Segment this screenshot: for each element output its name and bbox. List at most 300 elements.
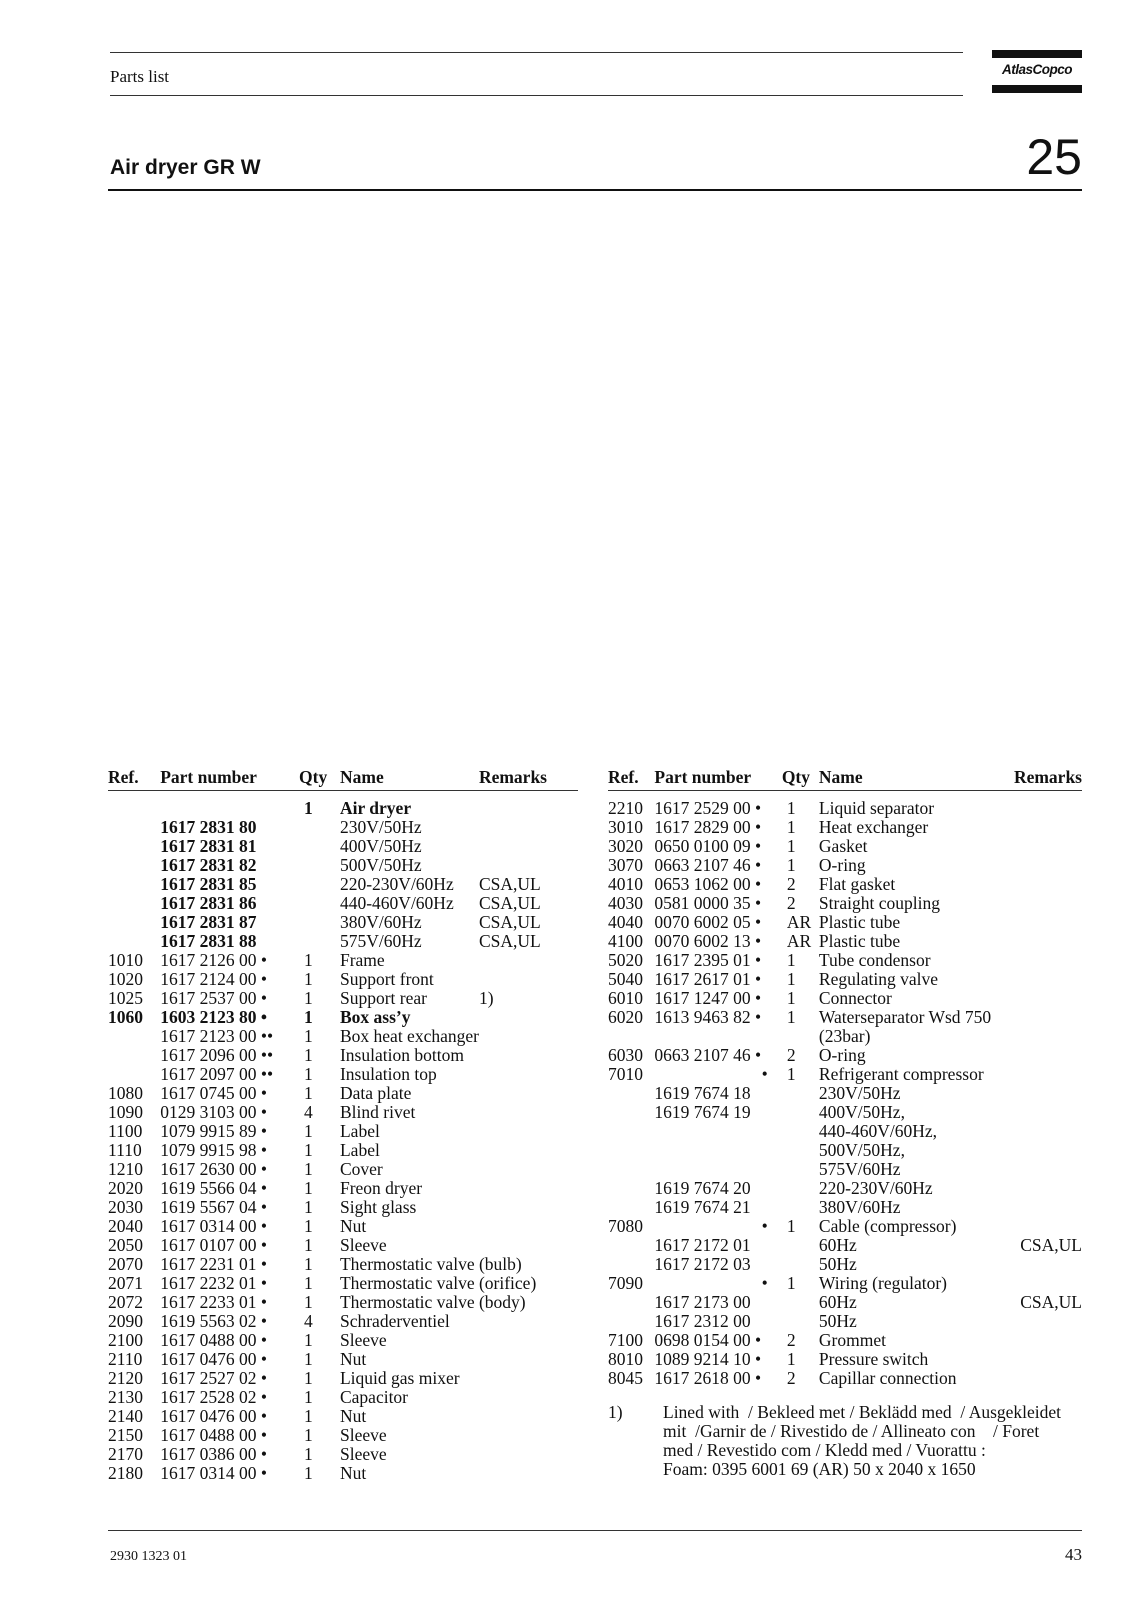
part-number-cell: 1617 2096 00 •• bbox=[160, 1045, 274, 1065]
footnote-line: Lined with / Bekleed met / Beklädd med / Ausgekleidet bbox=[663, 1402, 1062, 1422]
table-row bbox=[608, 1065, 1082, 1084]
part-number-cell: 1619 5567 04 • bbox=[160, 1197, 267, 1217]
remarks-cell bbox=[991, 875, 1082, 894]
part-number-cell: 1617 2537 00 • bbox=[160, 988, 267, 1008]
table-row bbox=[108, 1236, 578, 1255]
part-number-cell: 1617 2312 00 bbox=[654, 1311, 751, 1331]
remarks-cell bbox=[991, 1331, 1082, 1350]
name-cell: Sleeve bbox=[339, 1330, 387, 1350]
part-number-cell: 1617 0314 00 • bbox=[160, 1463, 267, 1483]
remarks-cell bbox=[991, 1141, 1082, 1160]
remarks-cell: CSA,UL bbox=[1020, 1292, 1082, 1312]
part-number-cell: 1619 5563 02 • bbox=[160, 1311, 267, 1331]
remarks-cell bbox=[479, 1141, 578, 1160]
qty-cell bbox=[782, 1084, 819, 1103]
ref-cell: 2050 bbox=[108, 1235, 143, 1255]
remarks-cell bbox=[991, 1008, 1082, 1027]
name-cell: 575V/60Hz bbox=[818, 1159, 901, 1179]
remarks-cell bbox=[479, 1084, 578, 1103]
remarks-cell bbox=[991, 1274, 1082, 1293]
part-number-cell: 1617 2831 81 bbox=[160, 836, 257, 856]
remarks-cell bbox=[479, 1179, 578, 1198]
table-row bbox=[608, 1312, 1082, 1331]
remarks-cell bbox=[991, 1312, 1082, 1331]
ref-cell: 1025 bbox=[108, 988, 143, 1008]
qty-cell: 1 bbox=[304, 1083, 313, 1103]
table-row bbox=[108, 932, 578, 951]
col-ref-header: Ref. bbox=[108, 767, 139, 787]
name-cell: Freon dryer bbox=[339, 1178, 423, 1198]
name-cell: 380V/60Hz bbox=[818, 1197, 901, 1217]
qty-cell: 1 bbox=[304, 1235, 313, 1255]
name-cell: Air dryer bbox=[339, 798, 412, 818]
ref-cell: 7090 bbox=[608, 1273, 643, 1293]
part-number-cell: 1619 7674 21 bbox=[654, 1197, 751, 1217]
ref-cell: 3020 bbox=[608, 836, 643, 856]
qty-cell: 4 bbox=[304, 1311, 313, 1331]
name-cell: Thermostatic valve bbox=[339, 1254, 475, 1274]
table-row bbox=[108, 1217, 578, 1236]
remarks-cell bbox=[479, 1331, 578, 1350]
qty-cell: 1 bbox=[304, 798, 313, 818]
name-cell: 500V/50Hz bbox=[339, 855, 422, 875]
remarks-cell: CSA,UL bbox=[1020, 1235, 1082, 1255]
part-number-cell bbox=[654, 1160, 781, 1179]
ref-cell bbox=[608, 1198, 654, 1217]
remarks-cell bbox=[479, 790, 578, 818]
col-qty-header: Qty bbox=[781, 767, 811, 787]
remarks-cell bbox=[991, 894, 1082, 913]
ref-cell: 5020 bbox=[608, 950, 643, 970]
part-number-cell: 1617 2097 00 •• bbox=[160, 1064, 274, 1084]
name-cell: Sleeve bbox=[339, 1444, 387, 1464]
name-cell: Wiring (regulator) bbox=[818, 1273, 947, 1293]
name-cell: Straight coupling bbox=[818, 893, 940, 913]
part-number-cell bbox=[160, 790, 299, 818]
remarks-cell bbox=[991, 1046, 1082, 1065]
ref-cell: 2150 bbox=[108, 1425, 143, 1445]
part-number-cell: 1617 0488 00 • bbox=[160, 1330, 267, 1350]
footnote-line: Foam: 0395 6001 69 (AR) 50 x 2040 x 1650 bbox=[663, 1459, 976, 1479]
remarks-cell bbox=[479, 1008, 578, 1027]
qty-cell bbox=[782, 1255, 819, 1274]
remarks-cell: (body) bbox=[478, 1292, 526, 1312]
ref-cell bbox=[108, 818, 160, 837]
remarks-cell bbox=[479, 1027, 578, 1046]
part-number-cell: 1619 7674 18 bbox=[654, 1083, 751, 1103]
name-cell: Cable (compressor) bbox=[818, 1216, 957, 1236]
qty-cell: 1 bbox=[304, 1254, 313, 1274]
part-number-cell: 0653 1062 00 • bbox=[654, 874, 762, 894]
name-cell: 230V/50Hz bbox=[818, 1083, 901, 1103]
qty-cell: 1 bbox=[304, 1216, 313, 1236]
remarks-cell bbox=[479, 1046, 578, 1065]
name-cell: Support rear bbox=[339, 988, 427, 1008]
part-number-cell: 1617 2618 00 • bbox=[654, 1368, 762, 1388]
ref-cell bbox=[608, 1236, 654, 1255]
part-number-cell: 0129 3103 00 • bbox=[160, 1102, 267, 1122]
remarks-cell bbox=[479, 970, 578, 989]
name-cell: 50Hz bbox=[818, 1311, 857, 1331]
remarks-cell bbox=[991, 1122, 1082, 1141]
footnote-mark: 1) bbox=[608, 1402, 623, 1422]
qty-cell: 1 bbox=[786, 1273, 796, 1293]
ref-cell: 1090 bbox=[108, 1102, 143, 1122]
title-rule bbox=[108, 189, 1082, 191]
table-header-rule-right bbox=[608, 790, 1082, 791]
page-number: 43 bbox=[1065, 1545, 1082, 1564]
col-qty-header: Qty bbox=[299, 767, 328, 787]
qty-cell bbox=[782, 1312, 819, 1331]
qty-cell: 1 bbox=[786, 950, 796, 970]
part-number-cell: 1617 2617 01 • bbox=[654, 969, 762, 989]
table-row bbox=[608, 790, 1082, 818]
table-row bbox=[108, 913, 578, 932]
part-number-cell: 1617 2124 00 • bbox=[160, 969, 267, 989]
remarks-cell bbox=[991, 837, 1082, 856]
qty-cell: 1 bbox=[304, 1197, 313, 1217]
remarks-cell bbox=[479, 837, 578, 856]
part-number-cell: 0663 2107 46 • bbox=[654, 1045, 762, 1065]
col-remarks-header: Remarks bbox=[1013, 767, 1082, 787]
name-cell: Box heat exchanger bbox=[339, 1026, 479, 1046]
table-row bbox=[108, 1369, 578, 1388]
table-row bbox=[108, 1426, 578, 1445]
ref-cell: 2020 bbox=[108, 1178, 143, 1198]
table-row bbox=[608, 1160, 1082, 1179]
table-row bbox=[108, 1293, 578, 1312]
part-number-cell: 0070 6002 05 • bbox=[654, 912, 762, 932]
part-number-cell: 1617 2527 02 • bbox=[160, 1368, 267, 1388]
part-number-cell: 1079 9915 89 • bbox=[160, 1121, 267, 1141]
ref-cell: 2170 bbox=[108, 1444, 143, 1464]
ref-cell bbox=[608, 1122, 654, 1141]
name-cell: Nut bbox=[339, 1406, 367, 1426]
table-header-rule-left bbox=[108, 790, 578, 791]
ref-cell: 7010 bbox=[608, 1064, 643, 1084]
ref-cell bbox=[608, 1084, 654, 1103]
part-number-cell bbox=[654, 1141, 781, 1160]
table-row bbox=[608, 875, 1082, 894]
name-cell: Flat gasket bbox=[818, 874, 896, 894]
qty-cell bbox=[782, 1236, 819, 1255]
qty-cell bbox=[782, 1122, 819, 1141]
qty-cell bbox=[782, 1027, 819, 1046]
qty-cell: 1 bbox=[786, 817, 796, 837]
name-cell: Waterseparator Wsd 750 bbox=[818, 1007, 992, 1027]
parts-table-right bbox=[608, 768, 1082, 1388]
part-number-cell: 0070 6002 13 • bbox=[654, 931, 762, 951]
qty-cell: 1 bbox=[304, 1406, 313, 1426]
table-row bbox=[608, 1046, 1082, 1065]
col-remarks-header: Remarks bbox=[478, 767, 547, 787]
qty-cell: 2 bbox=[786, 893, 796, 913]
remarks-cell: CSA,UL bbox=[478, 893, 541, 913]
remarks-cell bbox=[991, 970, 1082, 989]
col-part-header: Part number bbox=[654, 767, 752, 787]
table-row bbox=[608, 1027, 1082, 1046]
remarks-cell bbox=[991, 856, 1082, 875]
qty-cell: 1 bbox=[786, 1349, 796, 1369]
name-cell: Sleeve bbox=[339, 1235, 387, 1255]
name-cell: (23bar) bbox=[818, 1026, 871, 1046]
part-number-cell: 1617 0476 00 • bbox=[160, 1349, 267, 1369]
ref-cell bbox=[108, 856, 160, 875]
remarks-cell bbox=[479, 818, 578, 837]
ref-cell: 2090 bbox=[108, 1311, 143, 1331]
name-cell: Schraderventiel bbox=[339, 1311, 450, 1331]
qty-cell: 2 bbox=[786, 874, 796, 894]
table-row bbox=[108, 790, 578, 818]
table-row bbox=[108, 1084, 578, 1103]
qty-cell: 1 bbox=[786, 1216, 796, 1236]
remarks-cell bbox=[991, 1255, 1082, 1274]
ref-cell bbox=[108, 913, 160, 932]
name-cell: Liquid gas mixer bbox=[339, 1368, 460, 1388]
name-cell: Data plate bbox=[339, 1083, 412, 1103]
table-row bbox=[108, 1388, 578, 1407]
remarks-cell bbox=[991, 790, 1082, 818]
table-row bbox=[108, 1464, 578, 1483]
ref-cell: 2130 bbox=[108, 1387, 143, 1407]
qty-cell bbox=[782, 1160, 819, 1179]
remarks-cell bbox=[991, 1217, 1082, 1236]
table-row bbox=[608, 1103, 1082, 1122]
remarks-cell bbox=[991, 932, 1082, 951]
qty-cell: 2 bbox=[786, 1330, 796, 1350]
remarks-cell bbox=[479, 1369, 578, 1388]
ref-cell: 6030 bbox=[608, 1045, 643, 1065]
part-number-cell: 1617 0488 00 • bbox=[160, 1425, 267, 1445]
table-row bbox=[108, 1350, 578, 1369]
part-number-cell: 1617 2233 01 • bbox=[160, 1292, 267, 1312]
table-row bbox=[108, 875, 578, 894]
name-cell: Sleeve bbox=[339, 1425, 387, 1445]
table-row bbox=[608, 1369, 1082, 1388]
ref-cell bbox=[108, 875, 160, 894]
qty-cell: 1 bbox=[304, 1064, 313, 1084]
part-number-cell: 1617 2831 88 bbox=[160, 931, 257, 951]
ref-cell: 8010 bbox=[608, 1349, 643, 1369]
qty-cell bbox=[299, 856, 340, 875]
part-number-cell: 1617 2831 82 bbox=[160, 855, 257, 875]
ref-cell bbox=[608, 1293, 654, 1312]
part-number-cell: 1617 2831 87 bbox=[160, 912, 257, 932]
name-cell: Support front bbox=[339, 969, 434, 989]
qty-cell bbox=[782, 1179, 819, 1198]
name-cell: Insulation top bbox=[339, 1064, 437, 1084]
part-number-cell: 1617 2831 86 bbox=[160, 893, 257, 913]
remarks-cell bbox=[479, 1388, 578, 1407]
ref-cell: 4040 bbox=[608, 912, 643, 932]
part-number-cell: 1617 2529 00 • bbox=[654, 798, 762, 818]
ref-cell: 1060 bbox=[108, 1007, 143, 1027]
footnote-line: med / Revestido com / Kledd med / Vuorattu : bbox=[663, 1440, 986, 1460]
ref-cell: 1210 bbox=[108, 1159, 143, 1179]
remarks-cell: CSA,UL bbox=[478, 874, 541, 894]
qty-cell: 1 bbox=[304, 1159, 313, 1179]
ref-cell: 2070 bbox=[108, 1254, 143, 1274]
table-header-row bbox=[108, 768, 578, 790]
ref-cell: 4100 bbox=[608, 931, 643, 951]
table-row bbox=[108, 970, 578, 989]
ref-cell bbox=[108, 1046, 160, 1065]
name-cell: Insulation bottom bbox=[339, 1045, 464, 1065]
remarks-cell bbox=[479, 1464, 578, 1483]
remarks-cell bbox=[991, 1179, 1082, 1198]
header-top-rule bbox=[110, 52, 963, 53]
col-name-header: Name bbox=[818, 767, 863, 787]
name-cell: Regulating valve bbox=[818, 969, 938, 989]
name-cell: 220-230V/60Hz bbox=[339, 874, 454, 894]
name-cell: Plastic tube bbox=[818, 931, 901, 951]
table-header-row bbox=[608, 768, 1082, 790]
ref-cell: 6020 bbox=[608, 1007, 643, 1027]
table-row bbox=[108, 1160, 578, 1179]
name-cell: Liquid separator bbox=[818, 798, 935, 818]
name-cell: 440-460V/60Hz bbox=[339, 893, 454, 913]
qty-cell: 1 bbox=[304, 969, 313, 989]
name-cell: 380V/60Hz bbox=[339, 912, 422, 932]
qty-cell: 1 bbox=[786, 836, 796, 856]
header-bottom-rule bbox=[110, 95, 963, 96]
qty-cell bbox=[299, 932, 340, 951]
remarks-cell bbox=[479, 1198, 578, 1217]
ref-cell bbox=[608, 1179, 654, 1198]
table-row bbox=[108, 1103, 578, 1122]
ref-cell bbox=[608, 1255, 654, 1274]
remarks-cell bbox=[991, 1103, 1082, 1122]
part-number-cell: 1617 0314 00 • bbox=[160, 1216, 267, 1236]
ref-cell: 8045 bbox=[608, 1368, 643, 1388]
name-cell: 60Hz bbox=[818, 1292, 857, 1312]
part-number-cell: 1613 9463 82 • bbox=[654, 1007, 762, 1027]
table-row bbox=[108, 1274, 578, 1293]
remarks-cell bbox=[479, 1350, 578, 1369]
table-row bbox=[108, 894, 578, 913]
remarks-cell bbox=[991, 1084, 1082, 1103]
part-number-cell: 1617 0476 00 • bbox=[160, 1406, 267, 1426]
qty-cell: 1 bbox=[304, 1368, 313, 1388]
qty-cell: 1 bbox=[786, 798, 796, 818]
qty-cell: 1 bbox=[304, 1140, 313, 1160]
remarks-cell bbox=[479, 1065, 578, 1084]
part-number-cell: 1619 7674 19 bbox=[654, 1102, 751, 1122]
table-row bbox=[608, 932, 1082, 951]
footnote-text bbox=[663, 1403, 1083, 1479]
table-row bbox=[608, 1008, 1082, 1027]
remarks-cell bbox=[991, 818, 1082, 837]
qty-cell bbox=[299, 913, 340, 932]
table-row bbox=[608, 1217, 1082, 1236]
ref-cell bbox=[108, 1027, 160, 1046]
qty-cell bbox=[299, 818, 340, 837]
chapter-number: 25 bbox=[1026, 129, 1082, 185]
table-row bbox=[108, 1179, 578, 1198]
table-row bbox=[108, 1407, 578, 1426]
table-row bbox=[108, 1027, 578, 1046]
name-cell: 220-230V/60Hz bbox=[818, 1178, 933, 1198]
part-number-cell: 1617 2126 00 • bbox=[160, 950, 267, 970]
remarks-cell bbox=[479, 1122, 578, 1141]
table-row bbox=[608, 837, 1082, 856]
part-number-cell: 1617 0107 00 • bbox=[160, 1235, 267, 1255]
part-number-cell: 0581 0000 35 • bbox=[654, 893, 762, 913]
qty-cell bbox=[782, 1198, 819, 1217]
table-row bbox=[608, 1122, 1082, 1141]
table-row bbox=[608, 1293, 1082, 1312]
part-number-cell: 1617 2831 85 bbox=[160, 874, 257, 894]
qty-cell: 1 bbox=[304, 1425, 313, 1445]
table-row bbox=[608, 1198, 1082, 1217]
ref-cell bbox=[108, 790, 160, 818]
footnote-line: mit /Garnir de / Rivestido de / Allineato con / Foret bbox=[663, 1421, 1040, 1441]
ref-cell: 7100 bbox=[608, 1330, 643, 1350]
name-cell: Connector bbox=[818, 988, 892, 1008]
remarks-cell bbox=[991, 989, 1082, 1008]
name-cell: Nut bbox=[339, 1216, 367, 1236]
qty-cell: 1 bbox=[304, 1273, 313, 1293]
name-cell: 440-460V/60Hz, bbox=[818, 1121, 938, 1141]
table-row bbox=[108, 1122, 578, 1141]
ref-cell: 1020 bbox=[108, 969, 143, 989]
table-row bbox=[108, 1141, 578, 1160]
qty-cell: 1 bbox=[304, 1387, 313, 1407]
ref-cell: 1010 bbox=[108, 950, 143, 970]
table-row bbox=[108, 1445, 578, 1464]
qty-cell: 1 bbox=[786, 855, 796, 875]
qty-cell: 1 bbox=[304, 1178, 313, 1198]
remarks-cell bbox=[991, 1350, 1082, 1369]
name-cell: Capillar connection bbox=[818, 1368, 957, 1388]
table-row bbox=[608, 913, 1082, 932]
part-number-cell: 1617 2630 00 • bbox=[160, 1159, 267, 1179]
part-number-cell: 0663 2107 46 • bbox=[654, 855, 762, 875]
table-row bbox=[608, 1331, 1082, 1350]
qty-cell: 1 bbox=[304, 1121, 313, 1141]
table-row bbox=[608, 1084, 1082, 1103]
table-row bbox=[108, 856, 578, 875]
name-cell: 50Hz bbox=[818, 1254, 857, 1274]
table-row bbox=[608, 970, 1082, 989]
ref-cell: 2210 bbox=[608, 798, 643, 818]
name-cell: 60Hz bbox=[818, 1235, 857, 1255]
remarks-cell bbox=[991, 1065, 1082, 1084]
ref-cell: 6010 bbox=[608, 988, 643, 1008]
remarks-cell bbox=[479, 1445, 578, 1464]
part-number-cell: 1617 2231 01 • bbox=[160, 1254, 267, 1274]
ref-cell: 2110 bbox=[108, 1349, 143, 1369]
name-cell: Cover bbox=[339, 1159, 383, 1179]
page-title: Air dryer GR W bbox=[110, 156, 261, 179]
table-row bbox=[608, 951, 1082, 970]
qty-cell: 1 bbox=[304, 1463, 313, 1483]
ref-cell bbox=[108, 837, 160, 856]
name-cell: O-ring bbox=[818, 855, 866, 875]
ref-cell: 4010 bbox=[608, 874, 643, 894]
remarks-cell bbox=[479, 1236, 578, 1255]
qty-cell bbox=[782, 1293, 819, 1312]
qty-cell: 1 bbox=[304, 1330, 313, 1350]
name-cell: Nut bbox=[339, 1463, 367, 1483]
name-cell: 230V/50Hz bbox=[339, 817, 422, 837]
name-cell: Label bbox=[339, 1121, 380, 1141]
remarks-cell bbox=[479, 1407, 578, 1426]
qty-cell: AR bbox=[786, 912, 812, 932]
ref-cell bbox=[608, 1141, 654, 1160]
part-number-cell: 1617 2528 02 • bbox=[160, 1387, 267, 1407]
ref-cell bbox=[108, 932, 160, 951]
